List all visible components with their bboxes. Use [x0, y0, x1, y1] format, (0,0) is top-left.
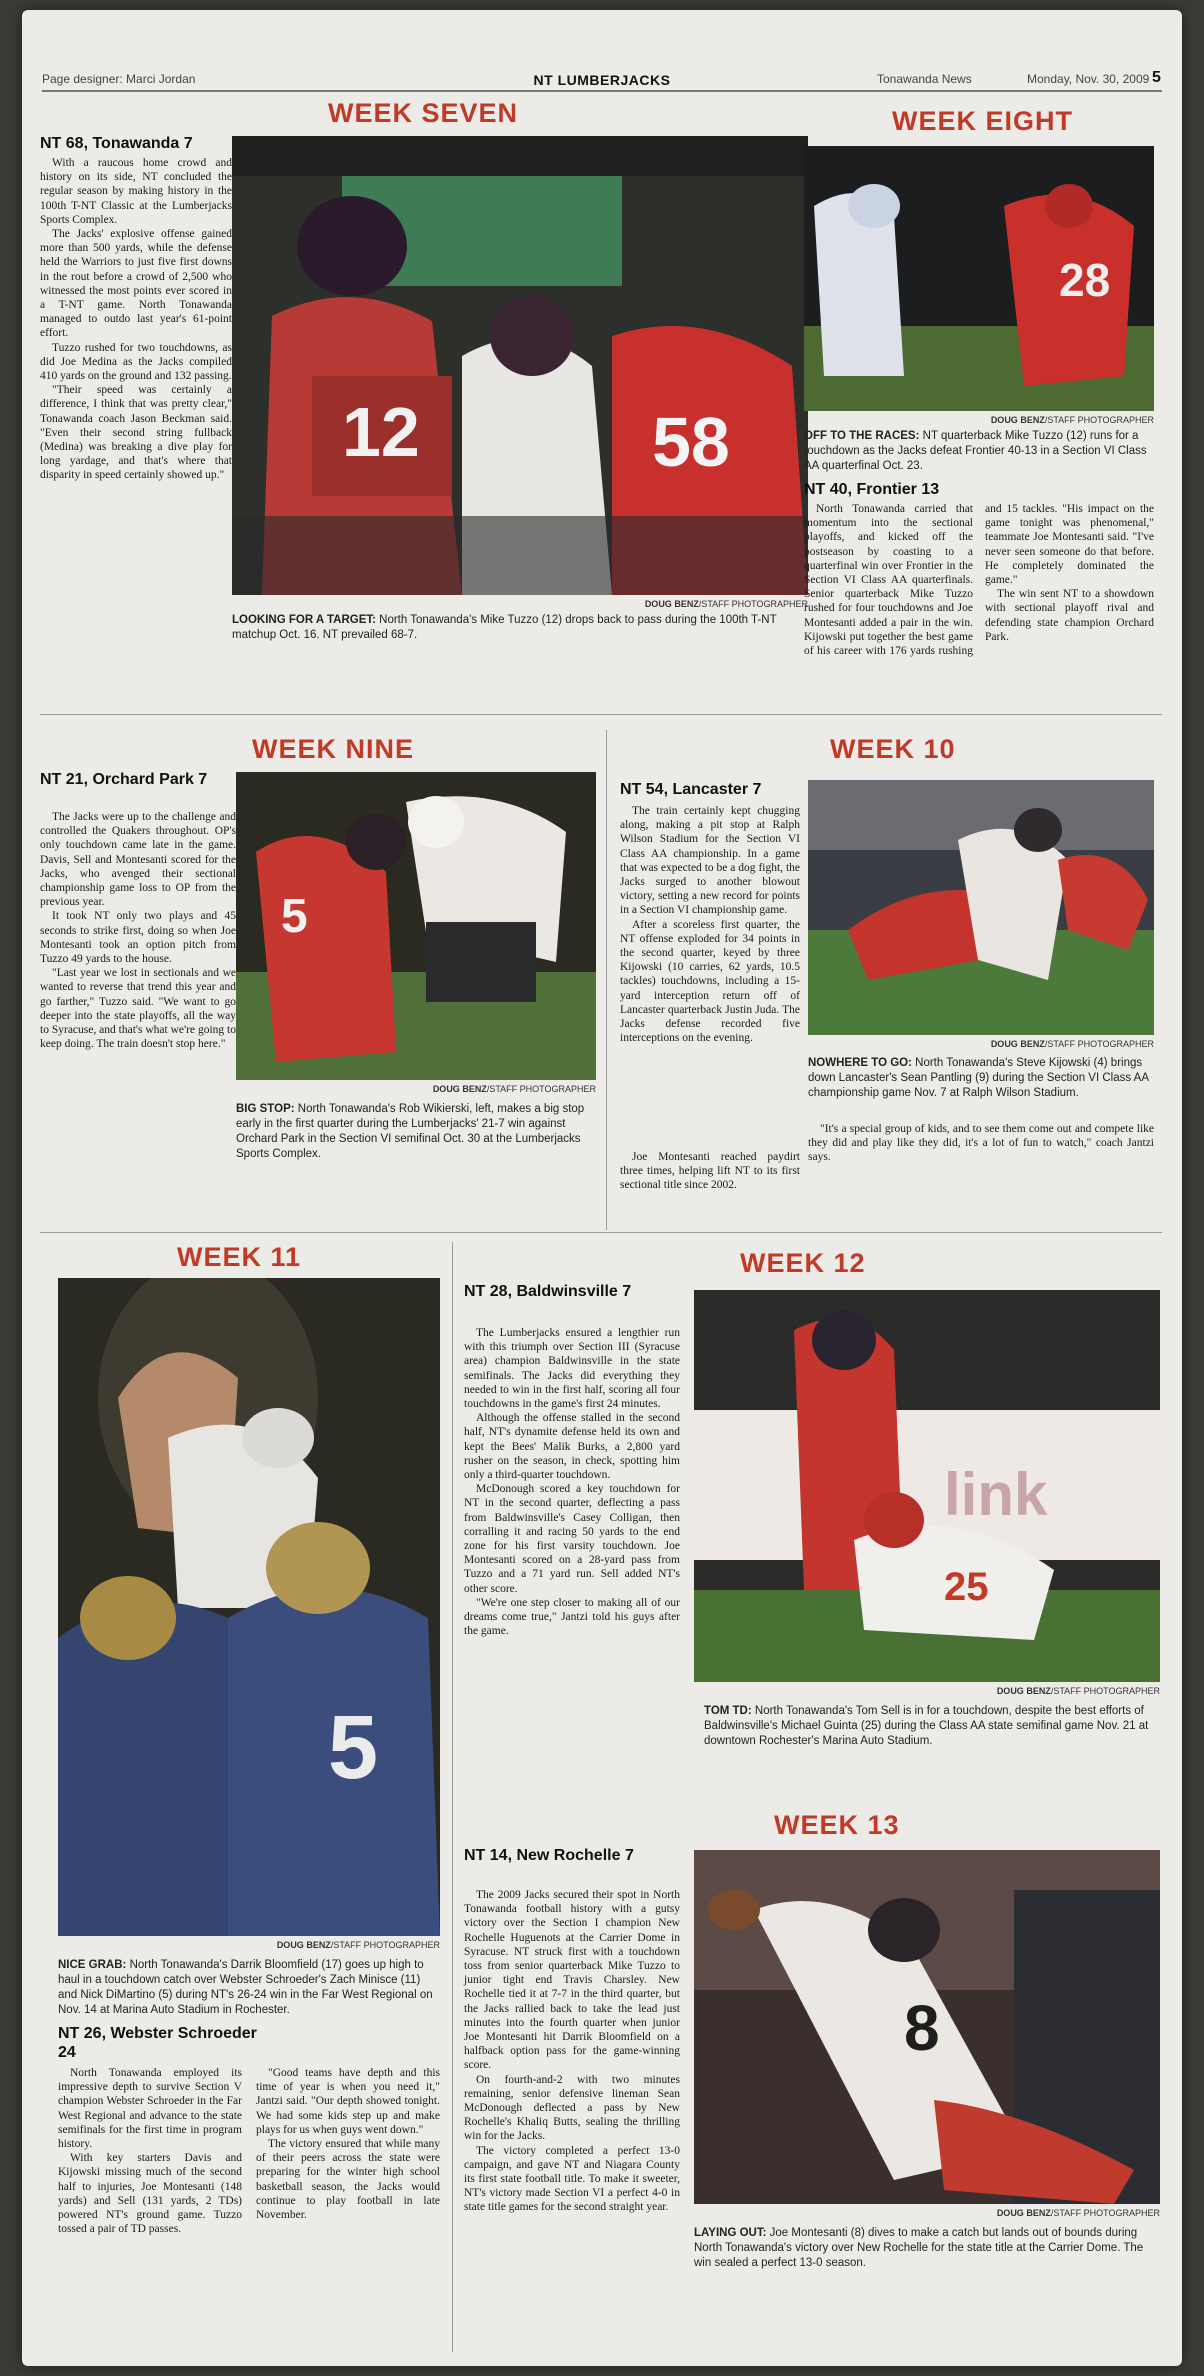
jersey-number-5: 5 [328, 1698, 379, 1798]
story-paragraph: "It's a special group of kids, and to see them come out and compete like they did and play like they did, it's a lot of fun to watch," coach Jantzi says. [808, 1123, 1154, 1164]
page-folio [42, 66, 1162, 92]
week-10-headline: NT 54, Lancaster 7 [620, 781, 762, 798]
week-12-header: WEEK 12 [740, 1248, 866, 1278]
story-paragraph: North Tonawanda carried that momentum into the sectional playoffs, and kicked off the postseason by coasting to a quarterfinal win over Frontier in the Section VI Class AA quarterfinals. Senior quarterback Mike Tuzzo rushed for four touchdowns and Joe Montesanti added a pair in the win. Kijowski put together the best game of his career with 176 yards rushing and 15 tackles. "His impact on the game tonight was phenomenal," teammate Joe Montesanti said. "I've never seen someone do that before. He completely dominated the game." [804, 503, 1154, 658]
story-paragraph: Although the offense stalled in the second half, NT's dynamite defense held its own and kept the Bees' Malik Burks, a 2,800 yard rusher on the season, in check, spotting him only a third-quarter touchdown. [464, 1412, 680, 1482]
week-12-headline: NT 28, Baldwinsville 7 [464, 1283, 632, 1300]
week-nine-headline: NT 21, Orchard Park 7 [40, 771, 208, 788]
week-eight-photo-credit: DOUG BENZ/STAFF PHOTOGRAPHER [990, 415, 1154, 425]
week-13-photo-credit: DOUG BENZ/STAFF PHOTOGRAPHER [996, 2208, 1160, 2218]
week-10-photo-credit: DOUG BENZ/STAFF PHOTOGRAPHER [990, 1039, 1154, 1049]
jersey-number-58: 58 [652, 403, 730, 481]
week-nine-header: WEEK NINE [252, 734, 415, 764]
newspaper-page [22, 10, 1182, 2366]
week-eight-story [804, 502, 1154, 658]
section-divider [40, 714, 1162, 715]
week-13-photo [694, 1850, 1160, 2204]
story-paragraph: With a raucous home crowd and history on its side, NT concluded the regular season by making history in the 100th T-NT Classic at the Lumberjacks Sports Complex. [40, 157, 232, 226]
week-11-story [58, 2066, 440, 2236]
story-paragraph: The victory ensured that while many of their peers across the state were preparing for the winter high school basketball season, the Jacks would continue to play football in late November. [256, 2138, 440, 2222]
week-13-caption: LAYING OUT: Joe Montesanti (8) dives to make a catch but lands out of bounds during North Tonawanda's victory over New Rochelle for the state title at the Carrier Dome. The win sealed a perfect 13-0 season. [694, 2227, 1144, 2269]
story-paragraph: McDonough scored a key touchdown for NT in the second quarter, deflecting a pass from Baldwinsville's Casey Colligan, then corralling it and racing 50 yards to the end zone for his first varsity touchdown. Joe Montesanti scored on a 28-yard pass from Tuzzo and a 71 yard run. Sell added NT's other score. [464, 1483, 680, 1595]
stadium-banner: link [944, 1461, 1048, 1528]
story-paragraph: Tuzzo rushed for two touchdowns, as did Joe Medina as the Jacks compiled 410 yards on the ground and 132 passing. [40, 341, 232, 383]
story-paragraph: Joe Montesanti reached paydirt three times, helping lift NT to its first sectional title since 2002. [620, 1151, 800, 1192]
week-12-photo-credit: DOUG BENZ/STAFF PHOTOGRAPHER [996, 1686, 1160, 1696]
week-10-caption: NOWHERE TO GO: North Tonawanda's Steve Kijowski (4) brings down Lancaster's Sean Pantling (9) during the Section VI Class AA championship game Nov. 7 at Ralph Wilson Stadium. [808, 1057, 1149, 1099]
section-title: NT LUMBERJACKS [533, 72, 671, 88]
section-divider [40, 1232, 1162, 1233]
story-paragraph: After a scoreless first quarter, the NT offense exploded for 34 points in the second quarter, keyed by three Kijowski (10 carries, 62 yards, 10.5 tackles) touchdowns, including a 15-yard interception return off of Lancaster quarterback Justin Juda. The Jacks defense recorded five interceptions on the evening. [620, 918, 800, 1045]
page-designer: Page designer: Marci Jordan [42, 72, 196, 86]
week-seven-photo-credit: DOUG BENZ/STAFF PHOTOGRAPHER [644, 599, 808, 609]
week-12-story [464, 1326, 680, 1638]
page-number: 5 [1152, 69, 1161, 86]
week-eight-caption: OFF TO THE RACES: NT quarterback Mike Tuzzo (12) runs for a touchdown as the Jacks defeat Frontier 40-13 in a Section VI Class AA quarterfinal Oct. 23. [804, 430, 1147, 472]
week-seven-headline: NT 68, Tonawanda 7 [40, 135, 193, 152]
story-paragraph: The victory completed a perfect 13-0 campaign, and gave NT and Niagara County its first state football title. To make it sweeter, NT's victory made Section VI a perfect 4-0 in state title games for the second straight year. [464, 2144, 680, 2214]
week-nine-photo [236, 772, 596, 1080]
story-paragraph: The win sent NT to a showdown with sectional playoff rival and defending state champion Orchard Park. [985, 588, 1154, 643]
week-seven-photo [232, 136, 808, 595]
story-paragraph: The Jacks were up to the challenge and controlled the Quakers throughout. OP's only touchdown came late in the game. Davis, Sell and Montesanti scored for the Jacks, who avenged their sectional championship game loss to OP from the previous year. [40, 811, 236, 909]
story-paragraph: "Good teams have depth and this time of year is when you need it," Jantzi said. "Our depth showed tonight. We had some kids step up and make plays for us when guys went down." [256, 2067, 440, 2136]
week-10-header: WEEK 10 [830, 734, 956, 764]
story-paragraph: "We're one step closer to making all of our dreams come true," Jantzi told his guys after the game. [464, 1596, 680, 1638]
story-paragraph: The Jacks' explosive offense gained more than 500 yards, while the defense held the Warriors to just five first downs in the rout before a crowd of 2,500 who witnessed the most points ever scored in a T-NT game. North Tonawanda managed to outdo last year's 61-point effort. [40, 228, 232, 340]
week-11-caption: NICE GRAB: North Tonawanda's Darrik Bloomfield (17) goes up high to haul in a touchdown catch over Webster Schroeder's Zach Minisce (11) and Nick DiMartino (5) during NT's 26-24 win in the Far West Regional on Nov. 14 at Marina Auto Stadium in Rochester. [58, 1959, 433, 2016]
story-paragraph: The train certainly kept chugging along, making a pit stop at Ralph Wilson Stadium for the Section VI Class AA championship. In a game that was expected to be a dog fight, the Jacks surged to another blowout victory, setting a new record for points in a Section VI championship game. [620, 805, 800, 917]
week-11-photo-credit: DOUG BENZ/STAFF PHOTOGRAPHER [276, 1940, 440, 1950]
week-nine-story [40, 810, 236, 1051]
week-10-story-col1-end [620, 1150, 800, 1193]
week-nine-caption: BIG STOP: North Tonawanda's Rob Wikierski, left, makes a big stop early in the first quarter during the Lumberjacks' 21-7 win against Orchard Park in the Section VI semifinal Oct. 30 at the Lumberjacks Sports Complex. [236, 1103, 585, 1160]
week-11-headline: NT 26, Webster Schroeder 24 [58, 2025, 257, 2061]
story-paragraph: The Lumberjacks ensured a lengthier run with this triumph over Section III (Syracuse area) champion Baldwinsville in the state semifinals. The Jacks did everything they needed to win in the first half, scoring all four touchdowns in the game's first 24 minutes. [464, 1327, 680, 1411]
story-paragraph: "Their speed was certainly a difference, I think that was pretty clear," Tonawanda coach Jason Beckman said. "Even their second string fullback (Medina) was breaking a dive play for long yardage, and that's where that disparity in speed certainly showed up." [40, 384, 232, 482]
issue-date: Monday, Nov. 30, 2009 [1027, 72, 1150, 86]
week-10-story-col1 [620, 804, 800, 1045]
jersey-number-28: 28 [1059, 254, 1111, 306]
week-eight-header: WEEK EIGHT [892, 106, 1074, 136]
week-13-story [464, 1888, 680, 2215]
week-12-caption: TOM TD: North Tonawanda's Tom Sell is in for a touchdown, despite the best efforts of Baldwinsville's Michael Guinta (25) during the Class AA state semifinal game Nov. 21 at downtown Rochester's Marina Auto Stadium. [704, 1705, 1149, 1747]
week-eight-headline: NT 40, Frontier 13 [804, 481, 940, 498]
week-nine-photo-credit: DOUG BENZ/STAFF PHOTOGRAPHER [432, 1084, 596, 1094]
week-eight-photo [804, 146, 1154, 411]
story-paragraph: On fourth-and-2 with two minutes remaining, senior defensive lineman Sean McDonough deflected a pass by New Rochelle's Khaliq Butts, sealing the thrilling win for the Jacks. [464, 2073, 680, 2143]
story-paragraph: It took NT only two plays and 45 seconds to strike first, doing so when Joe Montesanti took an option pitch from Tuzzo 49 yards to the house. [40, 910, 236, 966]
week-10-story-col2 [808, 1122, 1154, 1165]
week-10-photo [808, 780, 1154, 1035]
jersey-number-25: 25 [944, 1565, 989, 1609]
jersey-number-5: 5 [281, 890, 308, 943]
week-13-headline: NT 14, New Rochelle 7 [464, 1847, 634, 1864]
week-11-header: WEEK 11 [177, 1242, 302, 1272]
week-11-photo [58, 1278, 440, 1936]
week-seven-story [40, 156, 232, 483]
paper-name: Tonawanda News [877, 72, 972, 86]
column-divider [452, 1242, 453, 2352]
week-seven-caption: LOOKING FOR A TARGET: North Tonawanda's Mike Tuzzo (12) drops back to pass during the 100th T-NT matchup Oct. 16. NT prevailed 68-7. [232, 614, 777, 641]
jersey-number-12: 12 [342, 393, 420, 471]
jersey-number-8: 8 [904, 1992, 940, 2064]
story-paragraph: North Tonawanda employed its impressive depth to survive Section V champion Webster Schroeder in the Far West Regional and advance to the state semifinals for the first time in program history. [58, 2067, 242, 2151]
story-paragraph: "Last year we lost in sectionals and we wanted to reverse that trend this year and go farther," Tuzzo said. "We want to go deeper into the state playoffs, all the way to Syracuse, and that's what we're going to keep doing. The train doesn't stop here." [40, 967, 236, 1051]
week-seven-header: WEEK SEVEN [328, 98, 519, 128]
column-divider [606, 730, 607, 1230]
story-paragraph: The 2009 Jacks secured their spot in North Tonawanda football history with a gutsy victory over the Section I champion New Rochelle Huguenots at the Carrier Dome in Syracuse. NT struck first with a touchdown toss from senior quarterback Mike Tuzzo to junior tight end Travis Charsley. New Rochelle tied it at 7-7 in the third quarter, but the Jacks rallied back to take the lead just minutes into the fourth quarter when junior Joe Montesanti hit Darrik Bloomfield on a halfback option pass for the game-winning score. [464, 1889, 680, 2072]
week-12-photo [694, 1290, 1160, 1682]
story-paragraph: With key starters Davis and Kijowski missing much of the second half to injuries, Joe Montesanti (148 yards) and Sell (131 yards, 2 TDs) powered NT's ground game. Tuzzo tossed a pair of TD passes. [58, 2152, 242, 2236]
week-13-header: WEEK 13 [774, 1810, 900, 1840]
